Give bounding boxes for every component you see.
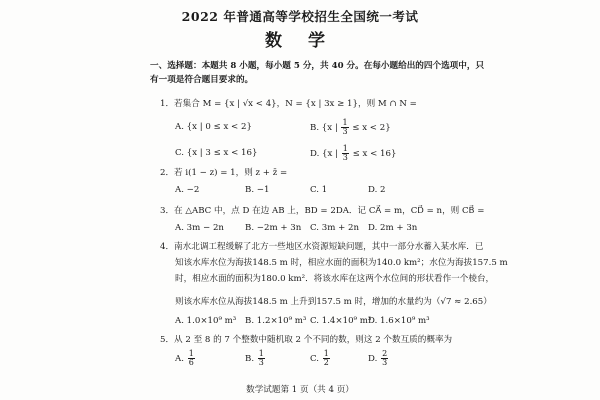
option-label: D. (368, 354, 378, 364)
fraction-numerator: 1 (188, 349, 194, 358)
fraction-numerator: 1 (342, 144, 348, 153)
question-4-line1: 4．南水北调工程缓解了北方一些地区水资源短缺问题，其中一部分水蓄入某水库．已 (160, 242, 484, 252)
fraction-denominator: 2 (323, 358, 329, 367)
fraction (342, 145, 349, 162)
question-2-stem: 2．若 i(1 − z) = 1，则 z + z̄ = (160, 168, 288, 178)
question-5-option-c (310, 350, 331, 367)
fraction-numerator: 1 (342, 118, 348, 127)
fraction (188, 350, 195, 367)
subject-title: 数 学 (265, 31, 335, 51)
option-b-suffix: ≤ x < 2} (352, 123, 391, 133)
question-5-option-b (245, 350, 266, 367)
question-3-option-c: C. 3m + 2n (310, 223, 360, 233)
question-4-option-d: D. 1.6×10⁹ m³ (368, 316, 430, 326)
question-4-option-b: B. 1.2×10⁹ m³ (245, 316, 307, 326)
question-5-option-d (368, 350, 389, 367)
question-3-stem: 3．在 △ABC 中，点 D 在边 AB 上，BD = 2DA．记 CA⃗ = m，CD⃗ = n，则 CB⃗ = (160, 206, 485, 216)
option-d-suffix: ≤ x < 16} (352, 149, 397, 159)
exam-title: 2022 年普通高等学校招生全国统一考试 (181, 9, 419, 24)
question-2-option-a: A. −2 (175, 185, 200, 195)
fraction-numerator: 2 (382, 349, 388, 358)
question-1-option-d (310, 145, 396, 162)
fraction (381, 350, 388, 367)
option-label: B. (245, 354, 255, 364)
question-1-option-a: A. {x | 0 ≤ x < 2} (175, 122, 252, 132)
fraction-denominator: 3 (382, 358, 388, 367)
question-1-stem: 1．若集合 M = {x | √x < 4}，N = {x | 3x ≥ 1}，则 M ∩ N = (160, 99, 417, 109)
fraction (341, 119, 348, 136)
page-footer: 数学试题第 1 页（共 4 页） (246, 385, 354, 395)
option-d-prefix: D. {x | (310, 149, 338, 159)
fraction (258, 350, 265, 367)
question-4-line3: 时，相应水面的面积为180.0 km²．将该水库在这两个水位间的形状看作一个棱台， (175, 274, 495, 284)
section-intro-line2: 有一项是符合题目要求的。 (150, 75, 254, 85)
fraction-denominator: 3 (342, 153, 348, 162)
option-b-prefix: B. {x | (310, 123, 338, 133)
fraction-denominator: 3 (258, 358, 264, 367)
option-label: A. (175, 354, 184, 364)
question-1-option-b (310, 119, 391, 136)
fraction-denominator: 3 (342, 127, 348, 136)
question-4-line4: 则该水库水位从海拔148.5 m 上升到157.5 m 时，增加的水量约为（√7 ≈ 2.65） (175, 297, 492, 307)
question-4-option-c: C. 1.4×10⁹ m³ (310, 316, 372, 326)
fraction-numerator: 1 (323, 349, 329, 358)
section-intro-line1: 一、选择题：本题共 8 小题，每小题 5 分，共 40 分。在每小题给出的四个选项中，只 (150, 61, 485, 71)
fraction-numerator: 1 (258, 349, 264, 358)
question-5-option-a (175, 350, 196, 367)
question-4-option-a: A. 1.0×10⁹ m³ (175, 316, 237, 326)
question-2-option-b: B. −1 (245, 185, 270, 195)
question-3-option-a: A. 3m − 2n (175, 223, 224, 233)
question-3-option-d: D. 2m + 3n (368, 223, 418, 233)
question-2-option-c: C. 1 (310, 185, 328, 195)
question-2-option-d: D. 2 (368, 185, 386, 195)
fraction (323, 350, 330, 367)
question-3-option-b: B. −2m + 3n (245, 223, 302, 233)
question-1-option-c: C. {x | 3 ≤ x < 16} (175, 148, 258, 158)
question-4-line2: 知该水库水位为海拔148.5 m 时，相应水面的面积为140.0 km²；水位为海拔157.5 m (175, 258, 508, 268)
fraction-denominator: 6 (188, 358, 194, 367)
question-5-stem: 5．从 2 至 8 的 7 个整数中随机取 2 个不同的数，则这 2 个数互质的概率为 (160, 335, 453, 345)
option-label: C. (310, 354, 320, 364)
